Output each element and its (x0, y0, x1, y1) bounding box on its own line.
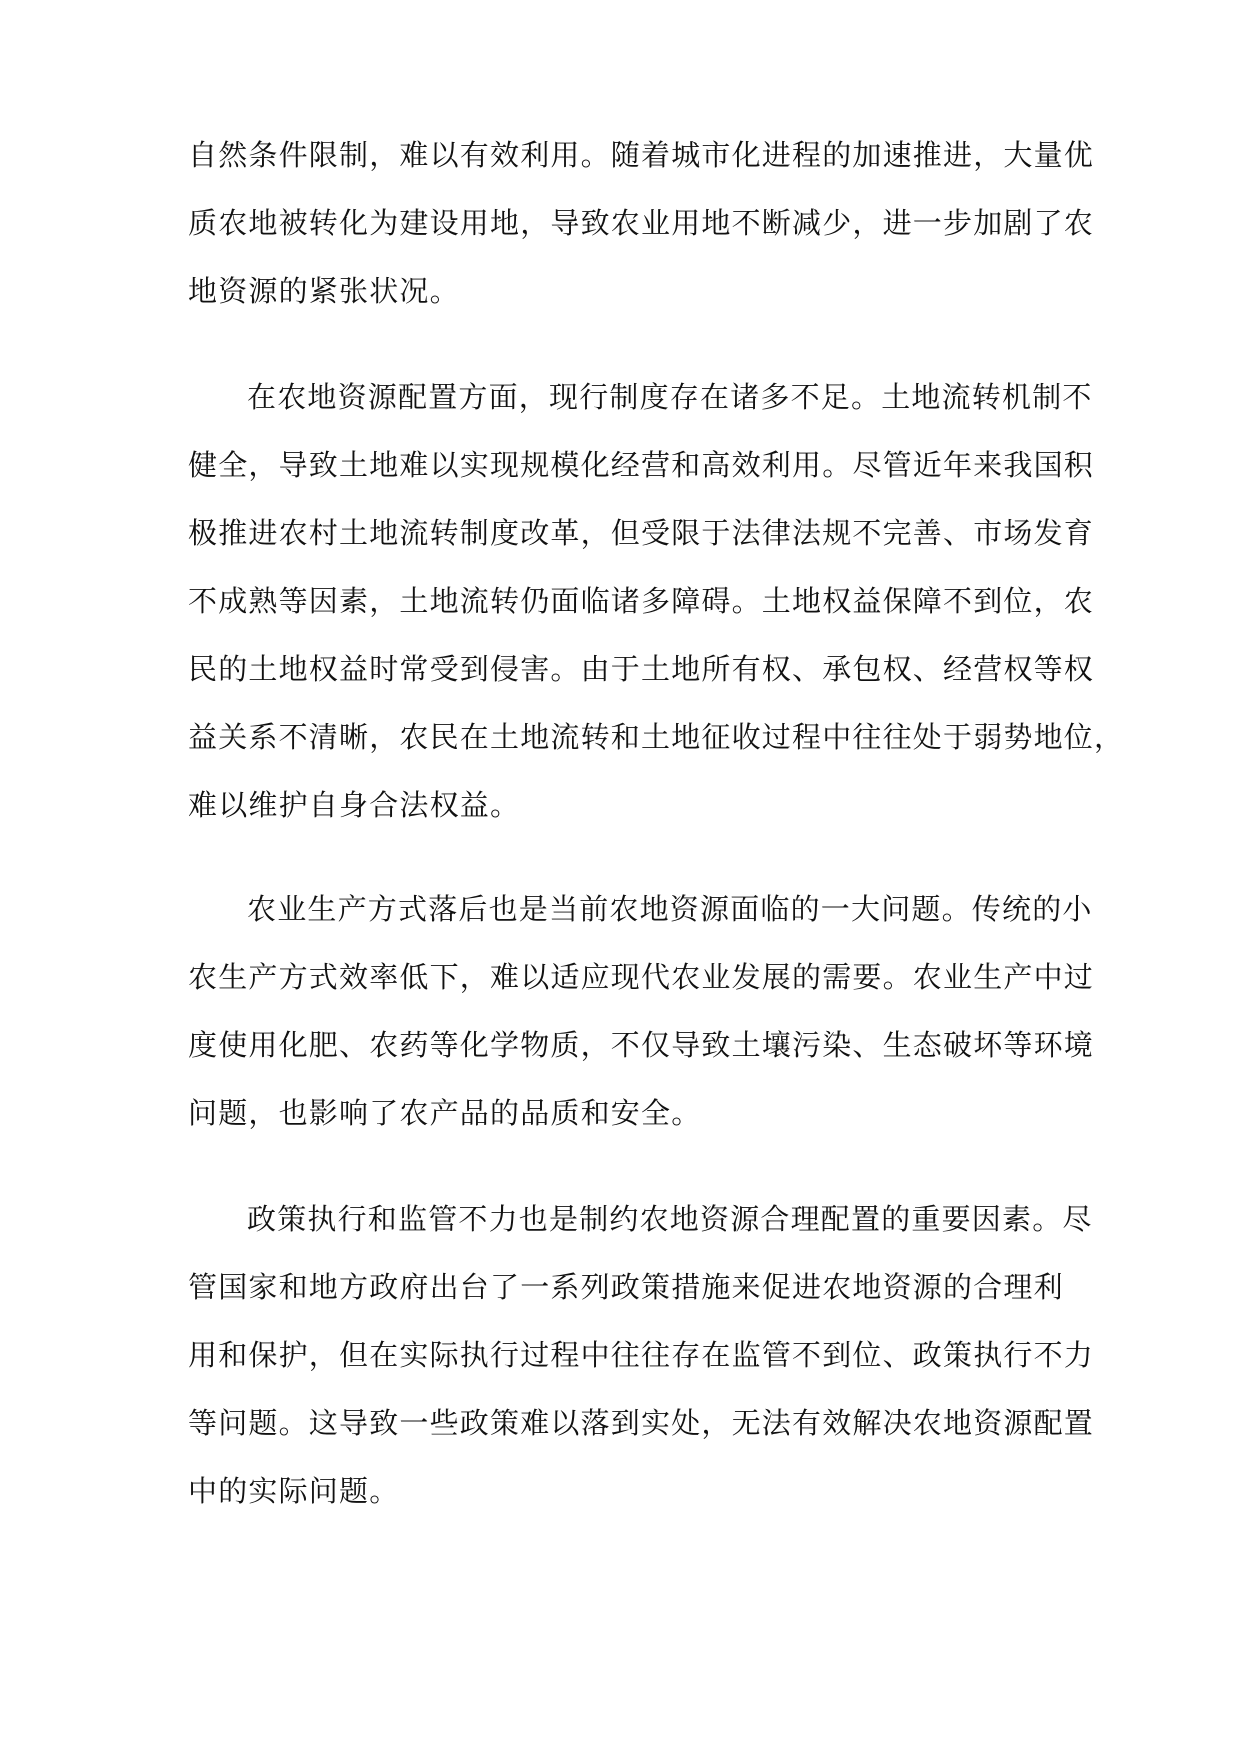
text-line: 难以维护自身合法权益。 (188, 788, 521, 822)
text-line: 在农地资源配置方面，现行制度存在诸多不足。土地流转机制不 (247, 380, 1093, 414)
text-line: 管国家和地方政府出台了一系列政策措施来促进农地资源的合理利 (188, 1270, 1064, 1304)
text-line: 用和保护，但在实际执行过程中往往存在监管不到位、政策执行不力 (188, 1338, 1095, 1372)
text-line: 中的实际问题。 (188, 1474, 400, 1508)
text-line: 度使用化肥、农药等化学物质，不仅导致土壤污染、生态破坏等环境 (188, 1028, 1095, 1062)
text-line: 政策执行和监管不力也是制约农地资源合理配置的重要因素。尽 (247, 1202, 1093, 1236)
text-line: 农业生产方式落后也是当前农地资源面临的一大问题。传统的小 (247, 892, 1093, 926)
text-line: 质农地被转化为建设用地，导致农业用地不断减少，进一步加剧了农 (188, 206, 1095, 240)
text-line: 极推进农村土地流转制度改革，但受限于法律法规不完善、市场发育 (188, 516, 1095, 550)
text-line: 等问题。这导致一些政策难以落到实处，无法有效解决农地资源配置 (188, 1406, 1095, 1440)
text-line: 民的土地权益时常受到侵害。由于土地所有权、承包权、经营权等权 (188, 652, 1095, 686)
text-line: 益关系不清晰，农民在土地流转和土地征收过程中往往处于弱势地位， (188, 720, 1125, 754)
text-line: 农生产方式效率低下，难以适应现代农业发展的需要。农业生产中过 (188, 960, 1095, 994)
text-line: 问题，也影响了农产品的品质和安全。 (188, 1096, 702, 1130)
text-line: 不成熟等因素，土地流转仍面临诸多障碍。土地权益保障不到位，农 (188, 584, 1095, 618)
text-line: 自然条件限制，难以有效利用。随着城市化进程的加速推进，大量优 (188, 138, 1095, 172)
text-line: 健全，导致土地难以实现规模化经营和高效利用。尽管近年来我国积 (188, 448, 1095, 482)
text-line: 地资源的紧张状况。 (188, 274, 460, 308)
